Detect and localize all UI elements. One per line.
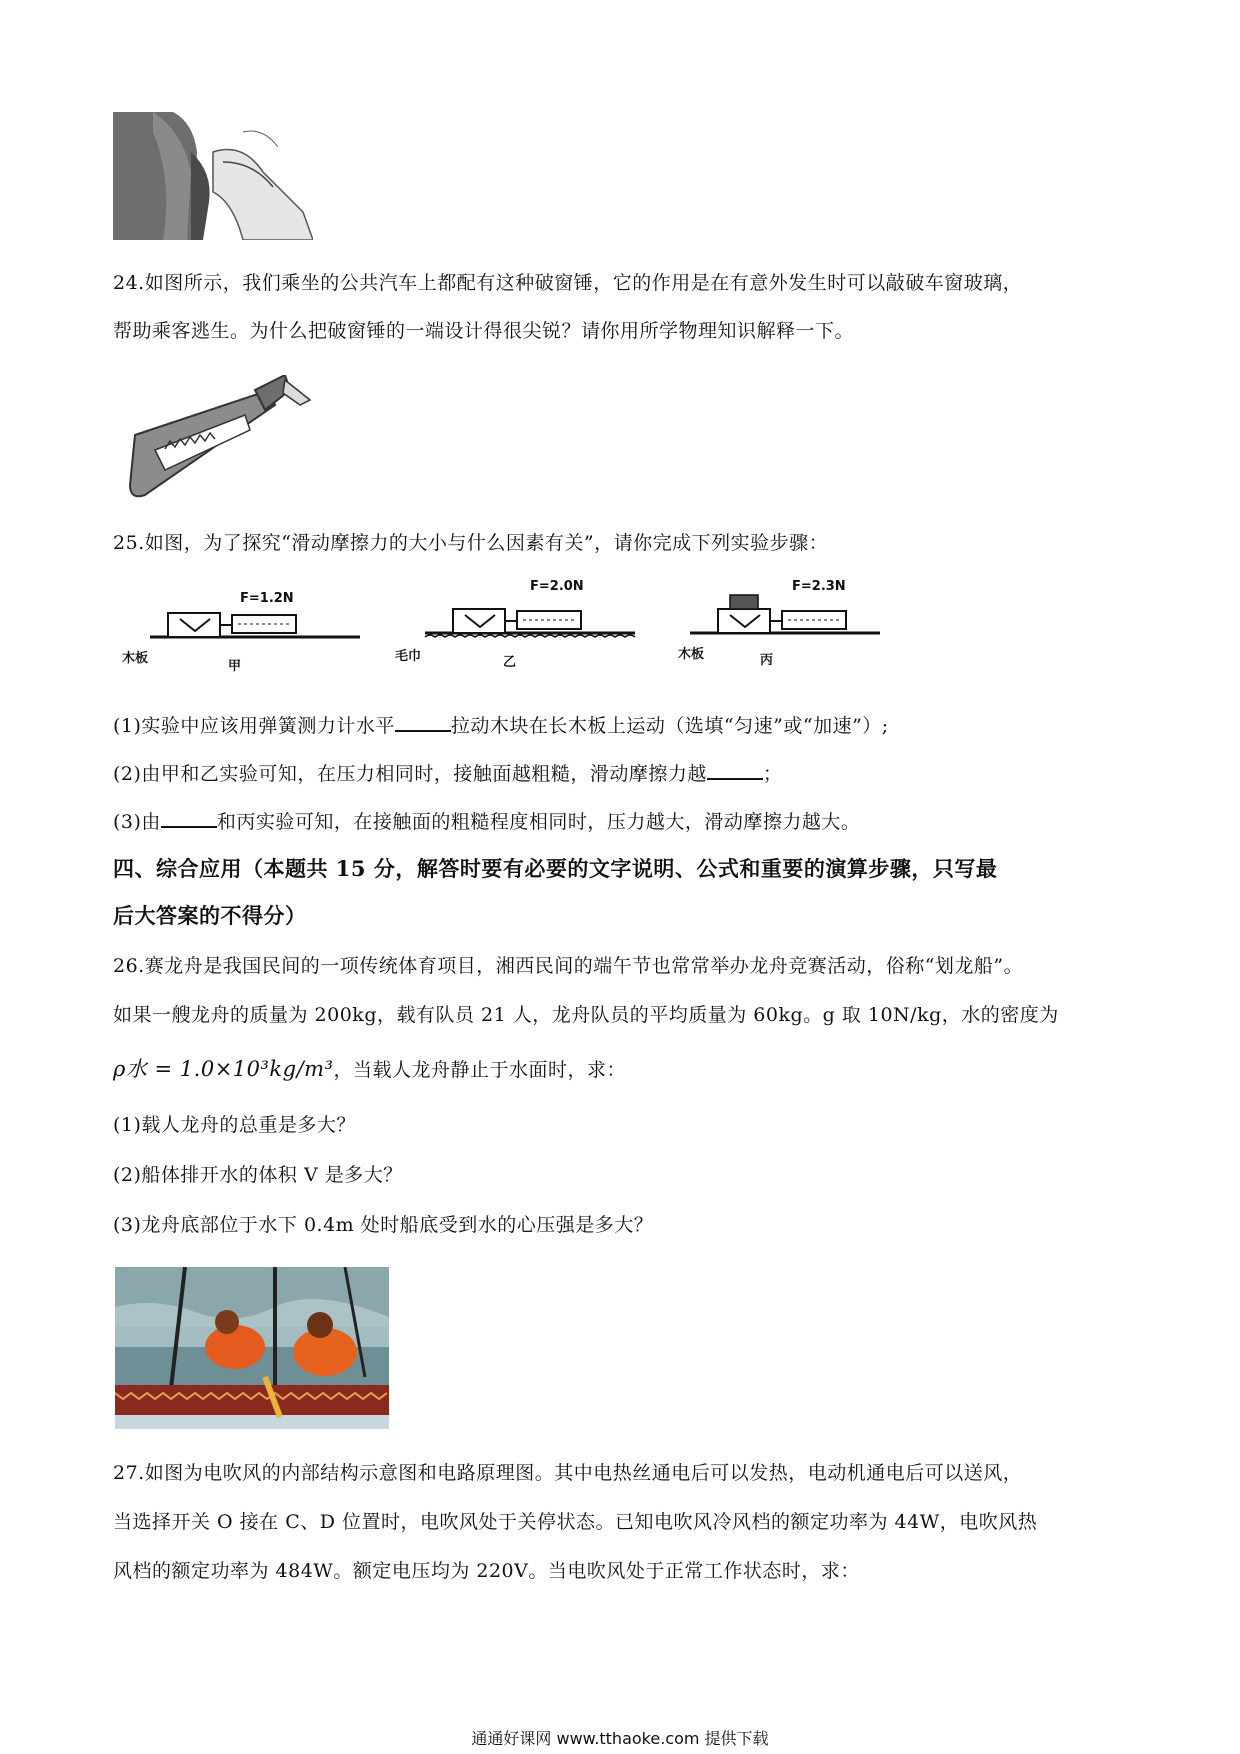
q25-blank3: [161, 808, 217, 828]
q24-line2: 帮助乘客逃生。为什么把破窗锤的一端设计得很尖锐？请你用所学物理知识解释一下。: [113, 320, 855, 342]
figure-bing-force: F=2.3N: [792, 579, 846, 594]
figure-yi: [395, 575, 645, 670]
q26-line2: 如果一艘龙舟的质量为 200kg，载有队员 21 人，龙舟队员的平均质量为 60kg。g 取 10N/kg，水的密度为: [113, 1004, 1059, 1026]
q26-sub1: (1)载人龙舟的总重是多大？: [113, 1114, 356, 1136]
q25-step2-part2: ；: [762, 763, 783, 785]
q26-line3: [113, 1056, 626, 1083]
figure-jia: [120, 585, 360, 675]
footer-text: 通通好课网 www.tthaoke.com 提供下载: [471, 1729, 769, 1748]
figure-yi-label: 乙: [503, 655, 517, 670]
safety-hammer-image: [125, 375, 325, 505]
q25-step1: [113, 712, 889, 739]
q25-step3-part1: (3)由: [113, 811, 161, 833]
q26-sub2: (2)船体排开水的体积 V 是多大？: [113, 1164, 403, 1186]
figure-yi-surface: 毛巾: [395, 649, 422, 664]
figure-yi-force: F=2.0N: [530, 579, 584, 594]
q25-step2-part1: (2)由甲和乙实验可知，在压力相同时，接触面越粗糙，滑动摩擦力越: [113, 763, 707, 785]
figure-bing: [678, 575, 910, 668]
q25-step1-part2: 拉动木块在长木板上运动（选填“匀速”或“加速”）;: [450, 715, 889, 737]
q25-step2: [113, 760, 782, 787]
q26-line3-tail: ，当载人龙舟静止于水面时，求：: [333, 1059, 627, 1081]
q26-sub3: (3)龙舟底部位于水下 0.4m 处时船底受到水的心压强是多大？: [113, 1214, 654, 1236]
section4-heading-line2: 后大答案的不得分）: [113, 903, 307, 928]
q25-step3: [113, 808, 860, 835]
q26-density-formula: ρ水 = 1.0×10³kg/m³: [113, 1057, 334, 1081]
q25-step3-part2: 和丙实验可知，在接触面的粗糙程度相同时，压力越大，滑动摩擦力越大。: [216, 811, 861, 833]
figure-jia-surface: 木板: [122, 651, 149, 666]
figure-jia-label: 甲: [228, 659, 242, 674]
figure-bing-label: 丙: [760, 653, 774, 668]
q25-intro: 25.如图，为了探究“滑动摩擦力的大小与什么因素有关”，请你完成下列实验步骤：: [113, 532, 829, 554]
q27-line1: 27.如图为电吹风的内部结构示意图和电路原理图。其中电热丝通电后可以发热，电动机通电后可以送风，: [113, 1462, 1023, 1484]
q27-line2: 当选择开关 O 接在 C、D 位置时，电吹风处于关停状态。已知电吹风冷风档的额定功率为 44W，电吹风热: [113, 1511, 1038, 1533]
q25-blank2: [707, 760, 763, 780]
dragon-boat-photo: [115, 1267, 389, 1429]
figure-bing-surface: 木板: [678, 647, 705, 662]
q26-line1: 26.赛龙舟是我国民间的一项传统体育项目，湘西民间的端午节也常常举办龙舟竞赛活动，俗称“划龙船”。: [113, 955, 1024, 977]
figure-yi-diagram: [405, 575, 645, 665]
section4-heading-line1: 四、综合应用（本题共 15 分，解答时要有必要的文字说明、公式和重要的演算步骤，只写最: [113, 856, 998, 881]
q25-step1-part1: (1)实验中应该用弹簧测力计水平: [113, 715, 395, 737]
figure-jia-force: F=1.2N: [240, 591, 294, 606]
q24-line1: 24.如图所示，我们乘坐的公共汽车上都配有这种破窗锤，它的作用是在有意外发生时可以敲破车窗玻璃，: [113, 272, 1023, 294]
q27-line3: 风档的额定功率为 484W。额定电压均为 220V。当电吹风处于正常工作状态时，求：: [113, 1560, 860, 1582]
window-breaking-photo: [113, 112, 313, 240]
q25-blank1: [395, 712, 451, 732]
